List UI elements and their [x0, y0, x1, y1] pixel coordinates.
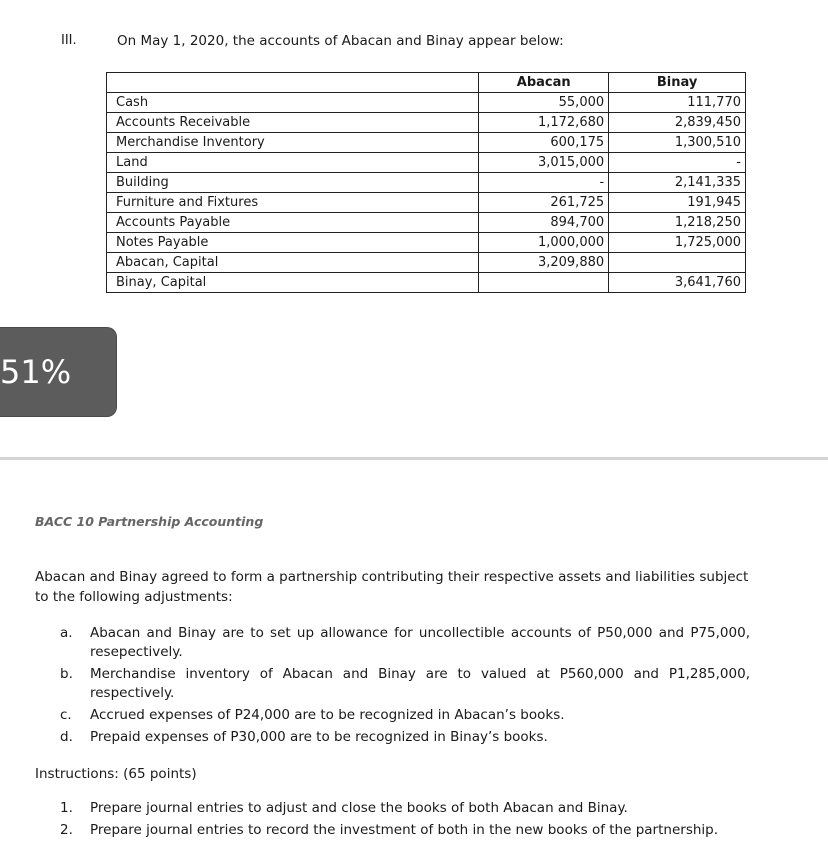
list-marker: b.: [60, 666, 73, 682]
abacan-value: 261,725: [479, 193, 609, 213]
table-row: [107, 273, 746, 293]
binay-value: 1,300,510: [609, 133, 746, 153]
list-marker: d.: [60, 729, 73, 745]
account-name: Notes Payable: [107, 233, 479, 253]
instructions-list: [60, 797, 750, 841]
table-header-row: [107, 73, 746, 93]
binay-value: 191,945: [609, 193, 746, 213]
binay-value: 3,641,760: [609, 273, 746, 293]
list-item-text: Accrued expenses of P24,000 are to be recognized in Abacan’s books.: [90, 707, 565, 723]
list-marker: 1.: [60, 800, 73, 816]
list-marker: 2.: [60, 822, 73, 838]
binay-value: 111,770: [609, 93, 746, 113]
account-name: Cash: [107, 93, 479, 113]
binay-value: 1,725,000: [609, 233, 746, 253]
table-row: [107, 253, 746, 273]
list-item: [60, 728, 750, 747]
section-intro: On May 1, 2020, the accounts of Abacan and Binay appear below:: [117, 33, 564, 49]
list-item-text: Prepare journal entries to record the investment of both in the new books of the partnership.: [90, 822, 719, 838]
accounts-table: [106, 72, 746, 293]
abacan-value: 1,000,000: [479, 233, 609, 253]
header-binay: Binay: [609, 73, 746, 93]
table-row: [107, 133, 746, 153]
abacan-value: 3,015,000: [479, 153, 609, 173]
table-row: [107, 153, 746, 173]
list-item-text: Abacan and Binay are to set up allowance for uncollectible accounts of P50,000 and P75,000, resepectively.: [90, 625, 750, 660]
table-row: [107, 233, 746, 253]
abacan-value: 894,700: [479, 213, 609, 233]
section-number: III.: [61, 33, 77, 48]
list-item: [60, 706, 750, 725]
instructions-label: Instructions: (65 points): [35, 766, 197, 782]
account-name: Land: [107, 153, 479, 173]
zoom-level-badge: 51%: [0, 328, 116, 416]
table-row: [107, 113, 746, 133]
account-name: Accounts Payable: [107, 213, 479, 233]
abacan-value: [479, 273, 609, 293]
list-item: [60, 665, 750, 703]
binay-value: [609, 253, 746, 273]
binay-value: -: [609, 153, 746, 173]
account-name: Abacan, Capital: [107, 253, 479, 273]
binay-value: 2,141,335: [609, 173, 746, 193]
account-name: Binay, Capital: [107, 273, 479, 293]
table-row: [107, 173, 746, 193]
account-name: Building: [107, 173, 479, 193]
abacan-value: 1,172,680: [479, 113, 609, 133]
account-name: Merchandise Inventory: [107, 133, 479, 153]
table-row: [107, 213, 746, 233]
list-marker: a.: [60, 625, 73, 641]
list-item-text: Merchandise inventory of Abacan and Binay are to valued at P560,000 and P1,285,000, respectively.: [90, 666, 750, 701]
list-item-text: Prepaid expenses of P30,000 are to be recognized in Binay’s books.: [90, 729, 548, 745]
list-item-text: Prepare journal entries to adjust and close the books of both Abacan and Binay.: [90, 800, 628, 816]
header-abacan: Abacan: [479, 73, 609, 93]
list-item: [60, 797, 750, 819]
table-row: [107, 193, 746, 213]
header-account: [107, 73, 479, 93]
abacan-value: 600,175: [479, 133, 609, 153]
list-item: [60, 819, 750, 841]
table-row: [107, 93, 746, 113]
list-item: [60, 624, 750, 662]
page-header: BACC 10 Partnership Accounting: [35, 514, 264, 529]
account-name: Accounts Receivable: [107, 113, 479, 133]
abacan-value: -: [479, 173, 609, 193]
account-name: Furniture and Fixtures: [107, 193, 479, 213]
abacan-value: 55,000: [479, 93, 609, 113]
problem-paragraph: Abacan and Binay agreed to form a partnership contributing their respective assets and liabilities subject to the following adjustments:: [35, 569, 749, 605]
abacan-value: 3,209,880: [479, 253, 609, 273]
list-marker: c.: [60, 707, 72, 723]
binay-value: 2,839,450: [609, 113, 746, 133]
adjustments-list: [60, 624, 750, 750]
binay-value: 1,218,250: [609, 213, 746, 233]
page-divider: [0, 457, 828, 460]
